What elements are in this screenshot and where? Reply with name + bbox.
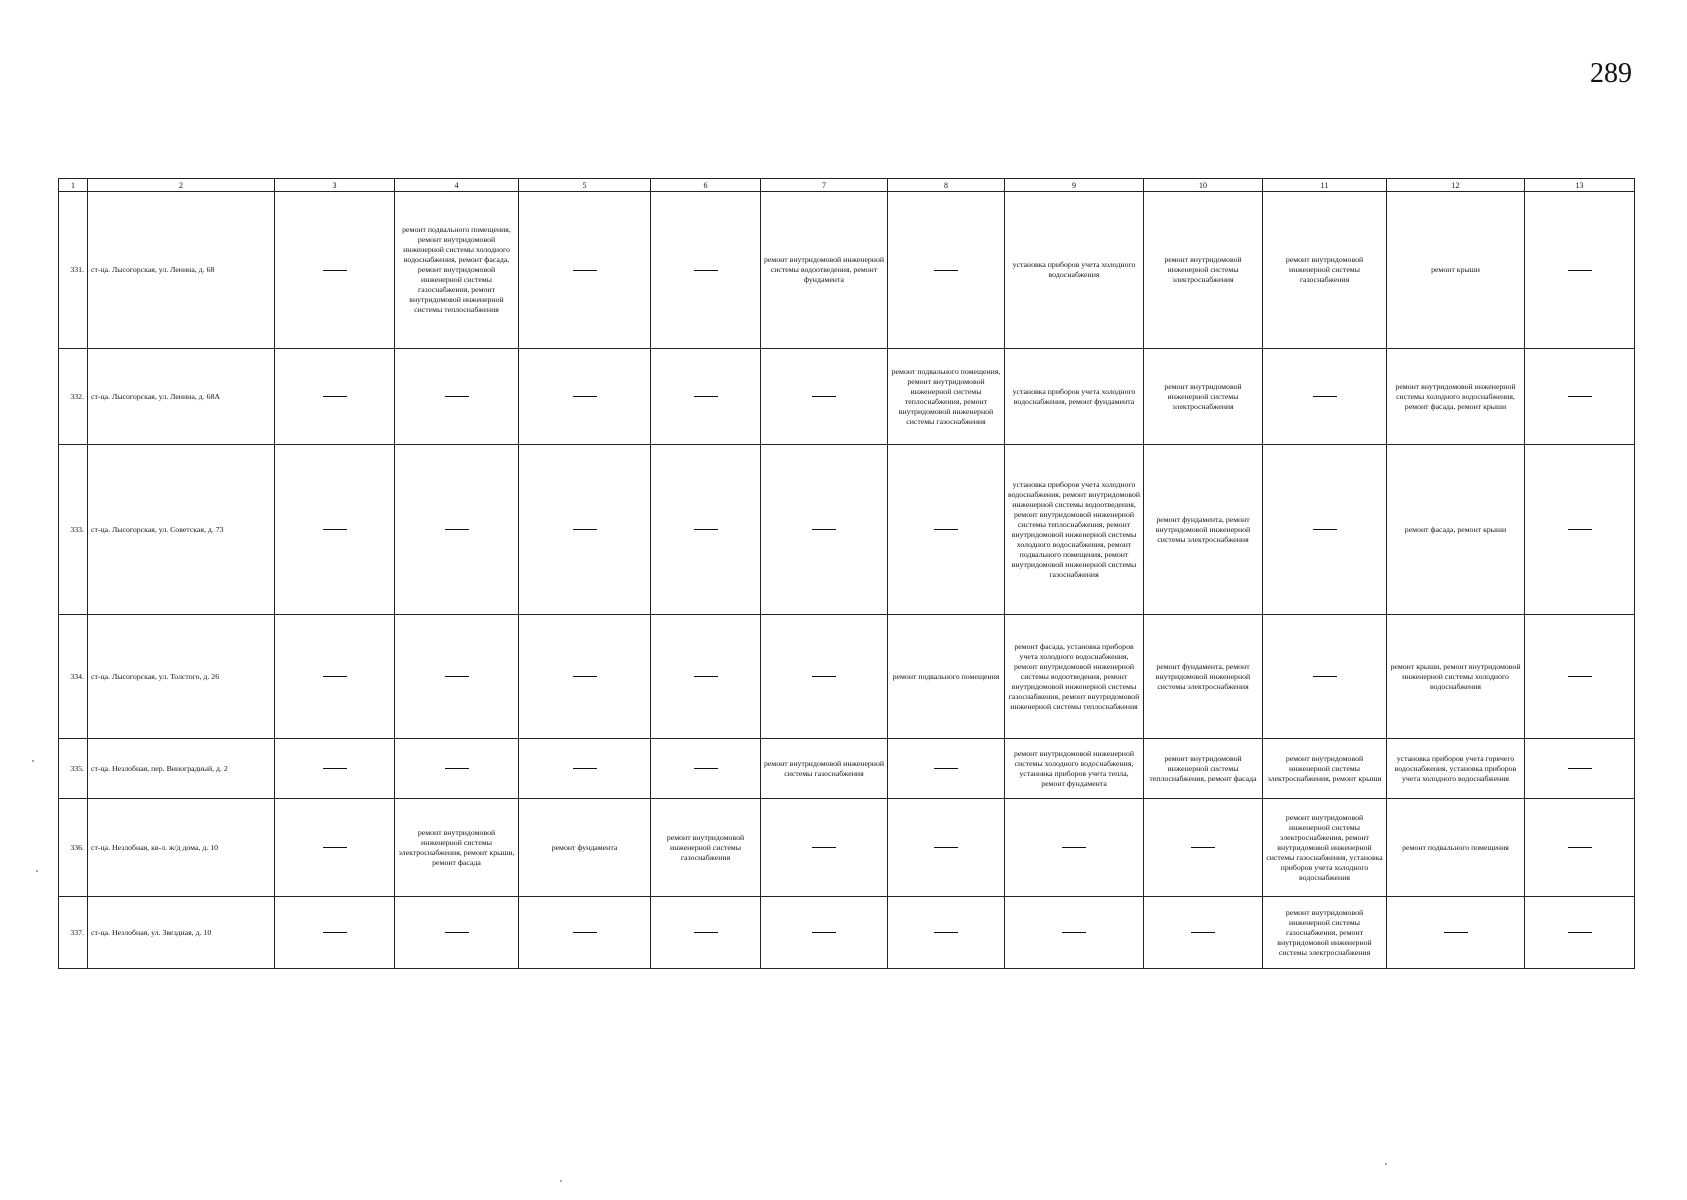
empty-dash — [934, 847, 958, 848]
empty-dash — [323, 270, 347, 271]
empty-dash — [1568, 932, 1592, 933]
empty-dash — [573, 768, 597, 769]
empty-dash — [1062, 932, 1086, 933]
work-cell-col-9: ремонт фасада, установка приборов учета холодного водоснабжения, ремонт внутридомовой инженерной системы водоотведения, ремонт внутридомовой инженерной системы газоснабжения, ремонт внутридомовой инженерной системы теплоснабжения — [1005, 615, 1144, 739]
work-cell-col-7 — [761, 615, 888, 739]
work-cell-col-6 — [651, 445, 761, 615]
empty-dash — [445, 396, 469, 397]
empty-dash — [812, 529, 836, 530]
work-cell-col-7 — [761, 349, 888, 445]
work-cell-col-13 — [1525, 615, 1635, 739]
work-cell-col-11: ремонт внутридомовой инженерной системы газоснабжения — [1263, 192, 1387, 349]
empty-dash — [1568, 529, 1592, 530]
work-cell-col-3 — [275, 897, 395, 969]
table-body — [59, 192, 1635, 969]
empty-dash — [1313, 676, 1337, 677]
work-cell-col-4 — [395, 739, 519, 799]
work-cell-col-13 — [1525, 445, 1635, 615]
table-row — [59, 799, 1635, 897]
work-cell-col-8: ремонт подвального помещения, ремонт внутридомовой инженерной системы теплоснабжения, ремонт внутридомовой инженерной системы газоснабжения — [888, 349, 1005, 445]
column-number: 3 — [275, 179, 395, 192]
work-cell-col-5 — [519, 615, 651, 739]
empty-dash — [694, 396, 718, 397]
empty-dash — [1568, 676, 1592, 677]
empty-dash — [694, 270, 718, 271]
empty-dash — [1568, 396, 1592, 397]
column-number: 13 — [1525, 179, 1635, 192]
table-row — [59, 192, 1635, 349]
table-row — [59, 739, 1635, 799]
empty-dash — [1568, 768, 1592, 769]
work-cell-col-9: установка приборов учета холодного водоснабжения, ремонт фундамента — [1005, 349, 1144, 445]
work-cell-col-10 — [1144, 897, 1263, 969]
empty-dash — [1062, 847, 1086, 848]
work-cell-col-7: ремонт внутридомовой инженерной системы газоснабжения — [761, 739, 888, 799]
work-cell-col-5 — [519, 445, 651, 615]
work-cell-col-11: ремонт внутридомовой инженерной системы электроснабжения, ремонт крыши — [1263, 739, 1387, 799]
work-cell-col-10: ремонт внутридомовой инженерной системы электроснабжения — [1144, 349, 1263, 445]
column-number: 12 — [1387, 179, 1525, 192]
repair-schedule-table — [58, 178, 1635, 969]
work-cell-col-9: установка приборов учета холодного водоснабжения, ремонт внутридомовой инженерной системы водоотведения, ремонт внутридомовой инженерной системы теплоснабжения, ремонт внутридомовой инженерной системы холодного водоснабжения, ремонт подвального помещения, ремонт внутридомовой инженерной системы газоснабжения — [1005, 445, 1144, 615]
work-cell-col-3 — [275, 445, 395, 615]
work-cell-col-7 — [761, 445, 888, 615]
row-number: 337. — [59, 897, 88, 969]
work-cell-col-3 — [275, 739, 395, 799]
table-row — [59, 445, 1635, 615]
work-cell-col-13 — [1525, 349, 1635, 445]
work-cell-col-13 — [1525, 192, 1635, 349]
column-number: 2 — [88, 179, 275, 192]
row-number: 336. — [59, 799, 88, 897]
empty-dash — [694, 768, 718, 769]
empty-dash — [1568, 270, 1592, 271]
table-row — [59, 615, 1635, 739]
work-cell-col-3 — [275, 349, 395, 445]
empty-dash — [1313, 396, 1337, 397]
empty-dash — [323, 676, 347, 677]
work-cell-col-3 — [275, 615, 395, 739]
address-cell: ст-ца. Лысогорская, ул. Советская, д. 73 — [88, 445, 275, 615]
work-cell-col-13 — [1525, 739, 1635, 799]
empty-dash — [573, 676, 597, 677]
column-number: 10 — [1144, 179, 1263, 192]
work-cell-col-11: ремонт внутридомовой инженерной системы электроснабжения, ремонт внутридомовой инженерной системы газоснабжения, установка приборов учета холодного водоснабжения — [1263, 799, 1387, 897]
work-cell-col-6 — [651, 739, 761, 799]
work-cell-col-4 — [395, 615, 519, 739]
empty-dash — [694, 676, 718, 677]
work-cell-col-3 — [275, 799, 395, 897]
work-cell-col-8 — [888, 445, 1005, 615]
work-cell-col-7: ремонт внутридомовой инженерной системы водоотведения, ремонт фундамента — [761, 192, 888, 349]
table-row — [59, 349, 1635, 445]
work-cell-col-13 — [1525, 799, 1635, 897]
work-cell-col-9: установка приборов учета холодного водоснабжения — [1005, 192, 1144, 349]
work-cell-col-5 — [519, 897, 651, 969]
work-cell-col-5 — [519, 739, 651, 799]
address-cell: ст-ца. Незлобная, ул. Звездная, д. 10 — [88, 897, 275, 969]
row-number: 332. — [59, 349, 88, 445]
table-row — [59, 897, 1635, 969]
work-cell-col-12: ремонт крыши, ремонт внутридомовой инженерной системы холодного водоснабжения — [1387, 615, 1525, 739]
work-cell-col-10 — [1144, 799, 1263, 897]
empty-dash — [323, 396, 347, 397]
work-cell-col-6 — [651, 192, 761, 349]
work-cell-col-4: ремонт подвального помещения, ремонт внутридомовой инженерной системы холодного водоснабжения, ремонт фасада, ремонт внутридомовой инженерной системы газоснабжения, ремонт внутридомовой инженерной системы теплоснабжения — [395, 192, 519, 349]
work-cell-col-9: ремонт внутридомовой инженерной системы холодного водоснабжения, установка приборов учета тепла, ремонт фундамента — [1005, 739, 1144, 799]
work-cell-col-13 — [1525, 897, 1635, 969]
address-cell: ст-ца. Лысогорская, ул. Толстого, д. 26 — [88, 615, 275, 739]
work-cell-col-9 — [1005, 799, 1144, 897]
address-cell: ст-ца. Незлобная, пер. Виноградный, д. 2 — [88, 739, 275, 799]
empty-dash — [445, 768, 469, 769]
empty-dash — [573, 270, 597, 271]
work-cell-col-8 — [888, 192, 1005, 349]
empty-dash — [323, 768, 347, 769]
work-cell-col-12: ремонт крыши — [1387, 192, 1525, 349]
row-number: 331. — [59, 192, 88, 349]
column-number: 8 — [888, 179, 1005, 192]
work-cell-col-12: ремонт фасада, ремонт крыши — [1387, 445, 1525, 615]
column-number: 11 — [1263, 179, 1387, 192]
scan-speck — [32, 760, 34, 762]
work-cell-col-4 — [395, 349, 519, 445]
empty-dash — [573, 932, 597, 933]
work-cell-col-10: ремонт внутридомовой инженерной системы электроснабжения — [1144, 192, 1263, 349]
work-cell-col-4 — [395, 445, 519, 615]
column-number-row — [59, 179, 1635, 192]
scan-speck — [1385, 1163, 1387, 1165]
column-number: 7 — [761, 179, 888, 192]
empty-dash — [812, 847, 836, 848]
empty-dash — [934, 768, 958, 769]
scan-speck — [560, 1180, 562, 1182]
address-cell: ст-ца. Лысогорская, ул. Ленина, д. 68А — [88, 349, 275, 445]
empty-dash — [1191, 932, 1215, 933]
empty-dash — [812, 932, 836, 933]
row-number: 335. — [59, 739, 88, 799]
work-cell-col-3 — [275, 192, 395, 349]
empty-dash — [1313, 529, 1337, 530]
empty-dash — [323, 847, 347, 848]
empty-dash — [812, 396, 836, 397]
empty-dash — [445, 676, 469, 677]
work-cell-col-12: установка приборов учета горячего водоснабжения, установка приборов учета холодного водоснабжения — [1387, 739, 1525, 799]
column-number: 5 — [519, 179, 651, 192]
work-cell-col-5 — [519, 192, 651, 349]
empty-dash — [694, 932, 718, 933]
column-number: 6 — [651, 179, 761, 192]
work-cell-col-10: ремонт фундамента, ремонт внутридомовой инженерной системы электроснабжения — [1144, 445, 1263, 615]
work-cell-col-6 — [651, 615, 761, 739]
work-cell-col-12: ремонт внутридомовой инженерной системы холодного водоснабжения, ремонт фасада, ремонт крыши — [1387, 349, 1525, 445]
empty-dash — [934, 932, 958, 933]
work-cell-col-12 — [1387, 897, 1525, 969]
empty-dash — [323, 932, 347, 933]
empty-dash — [1191, 847, 1215, 848]
work-cell-col-9 — [1005, 897, 1144, 969]
work-cell-col-10: ремонт фундамента, ремонт внутридомовой инженерной системы электроснабжения — [1144, 615, 1263, 739]
empty-dash — [573, 529, 597, 530]
work-cell-col-8 — [888, 897, 1005, 969]
work-cell-col-10: ремонт внутридомовой инженерной системы теплоснабжения, ремонт фасада — [1144, 739, 1263, 799]
column-number: 1 — [59, 179, 88, 192]
empty-dash — [1444, 932, 1468, 933]
scan-speck — [36, 870, 38, 872]
work-cell-col-5: ремонт фундамента — [519, 799, 651, 897]
empty-dash — [934, 270, 958, 271]
empty-dash — [445, 932, 469, 933]
work-cell-col-11 — [1263, 349, 1387, 445]
work-cell-col-8 — [888, 739, 1005, 799]
column-number: 9 — [1005, 179, 1144, 192]
work-cell-col-8 — [888, 799, 1005, 897]
work-cell-col-4: ремонт внутридомовой инженерной системы электроснабжения, ремонт крыши, ремонт фасада — [395, 799, 519, 897]
work-cell-col-5 — [519, 349, 651, 445]
address-cell: ст-ца. Незлобная, кв-л. ж/д дома, д. 10 — [88, 799, 275, 897]
address-cell: ст-ца. Лысогорская, ул. Ленина, д. 68 — [88, 192, 275, 349]
empty-dash — [1568, 847, 1592, 848]
empty-dash — [694, 529, 718, 530]
empty-dash — [323, 529, 347, 530]
work-cell-col-4 — [395, 897, 519, 969]
work-cell-col-11 — [1263, 615, 1387, 739]
empty-dash — [812, 676, 836, 677]
empty-dash — [934, 529, 958, 530]
empty-dash — [445, 529, 469, 530]
row-number: 333. — [59, 445, 88, 615]
work-cell-col-12: ремонт подвального помещения — [1387, 799, 1525, 897]
work-cell-col-7 — [761, 799, 888, 897]
work-cell-col-6 — [651, 897, 761, 969]
work-cell-col-8: ремонт подвального помещения — [888, 615, 1005, 739]
work-cell-col-7 — [761, 897, 888, 969]
column-number: 4 — [395, 179, 519, 192]
work-cell-col-11 — [1263, 445, 1387, 615]
empty-dash — [573, 396, 597, 397]
row-number: 334. — [59, 615, 88, 739]
work-cell-col-6: ремонт внутридомовой инженерной системы газоснабжения — [651, 799, 761, 897]
work-cell-col-6 — [651, 349, 761, 445]
page-number: 289 — [1590, 58, 1632, 89]
work-cell-col-11: ремонт внутридомовой инженерной системы газоснабжения, ремонт внутридомовой инженерной системы электроснабжения — [1263, 897, 1387, 969]
